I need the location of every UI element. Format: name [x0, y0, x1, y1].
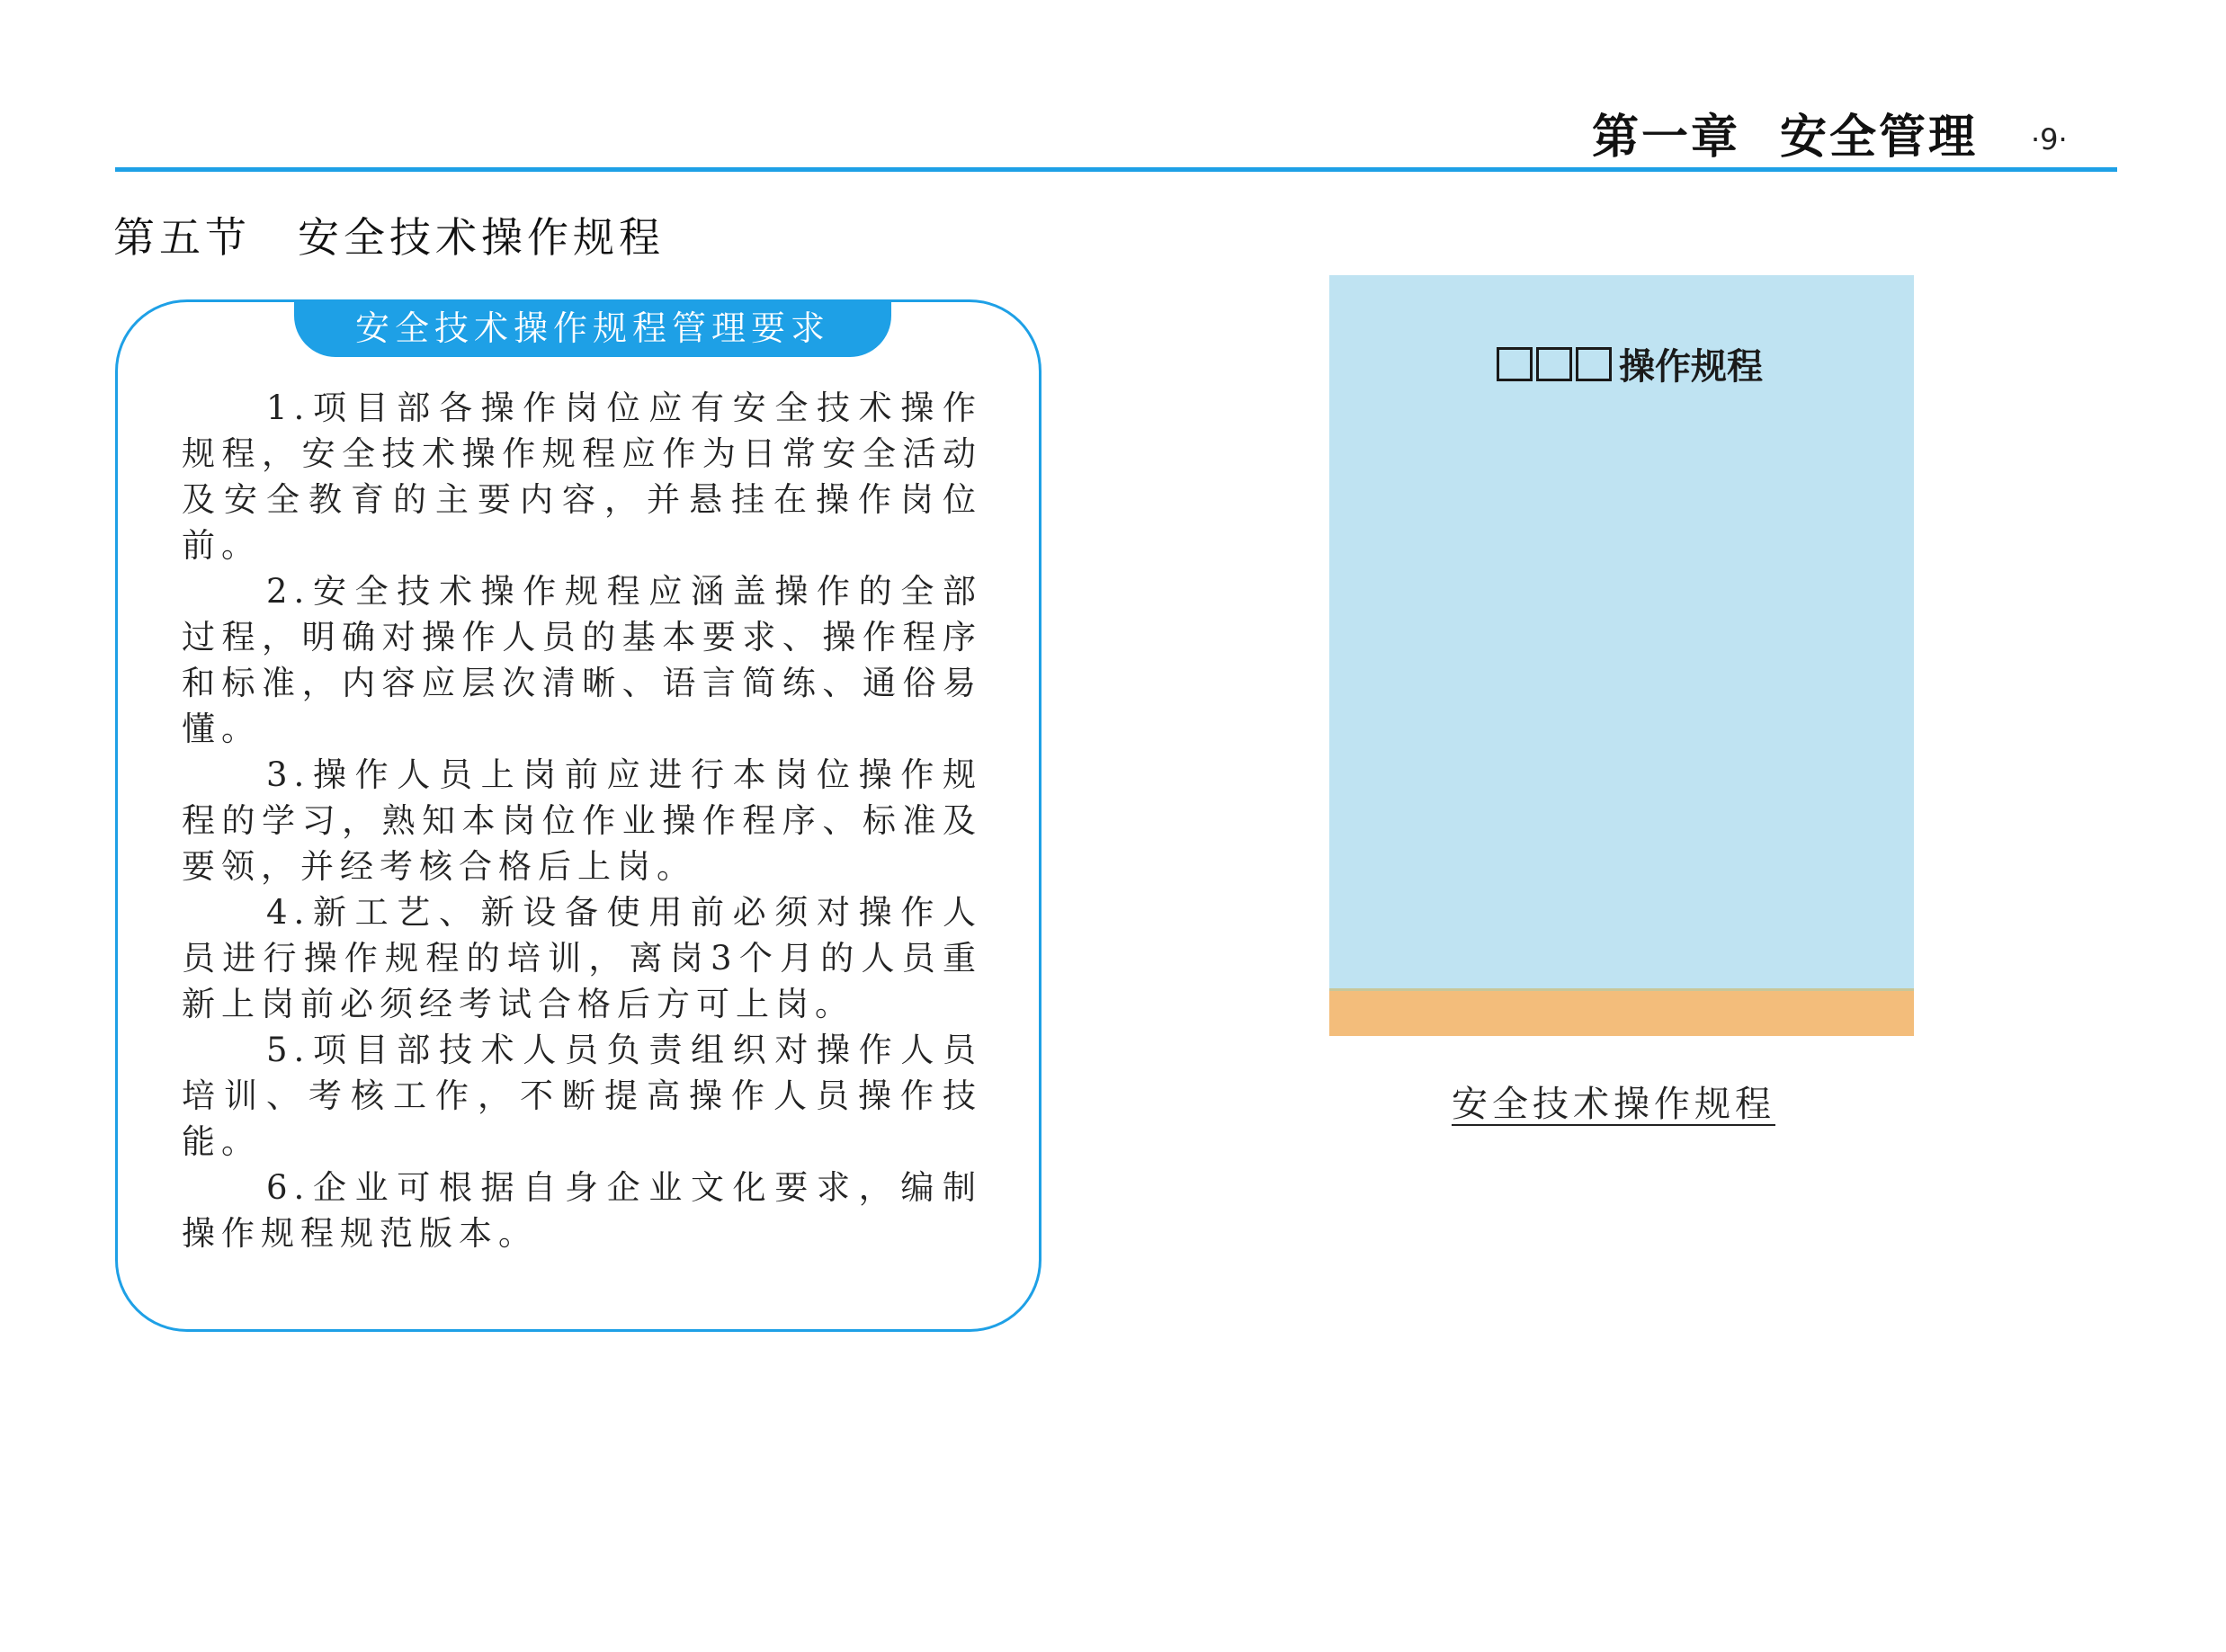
placeholder-box-icon	[1497, 347, 1533, 381]
figure-caption: 安全技术操作规程	[1452, 1084, 1775, 1125]
requirements-list	[182, 385, 982, 1256]
board-title: 操作规程	[1619, 346, 1763, 388]
procedure-board-illustration	[1329, 275, 1914, 1036]
requirement-item-3: 3.操作人员上岗前应进行本岗位操作规程的学习，熟知本岗位作业操作程序、标准及要领，并经考核合格后上岗。	[182, 755, 982, 886]
section-title: 安全技术操作规程	[298, 213, 665, 262]
chapter-title: 安全管理	[1780, 111, 1979, 165]
chapter-number: 第一章	[1592, 111, 1741, 165]
placeholder-box-icon	[1536, 347, 1572, 381]
requirement-item-6: 6.企业可根据自身企业文化要求，编制操作规程规范版本。	[182, 1168, 982, 1253]
header-divider	[115, 167, 2117, 172]
placeholder-boxes	[1497, 347, 1612, 381]
requirement-item-4: 4.新工艺、新设备使用前必须对操作人员进行操作规程的培训，离岗3个月的人员重新上岗前必须经考试合格后方可上岗。	[182, 893, 982, 1023]
requirement-item-5: 5.项目部技术人员负责组织对操作人员培训、考核工作，不断提高操作人员操作技能。	[182, 1031, 982, 1161]
requirement-item-1: 1.项目部各操作岗位应有安全技术操作规程，安全技术操作规程应作为日常安全活动及安全教育的主要内容，并悬挂在操作岗位前。	[182, 388, 982, 565]
board-heading	[1497, 338, 1763, 389]
section-number: 第五节	[113, 213, 251, 262]
placeholder-box-icon	[1576, 347, 1612, 381]
board-bottom-band	[1329, 988, 1914, 1036]
chapter-heading	[1592, 99, 1978, 166]
page-number: ·9·	[2031, 122, 2068, 156]
requirements-title: 安全技术操作规程管理要求	[294, 299, 891, 357]
requirement-item-2: 2.安全技术操作规程应涵盖操作的全部过程，明确对操作人员的基本要求、操作程序和标准，内容应层次清晰、语言简练、通俗易懂。	[182, 572, 982, 748]
section-heading	[113, 205, 665, 264]
